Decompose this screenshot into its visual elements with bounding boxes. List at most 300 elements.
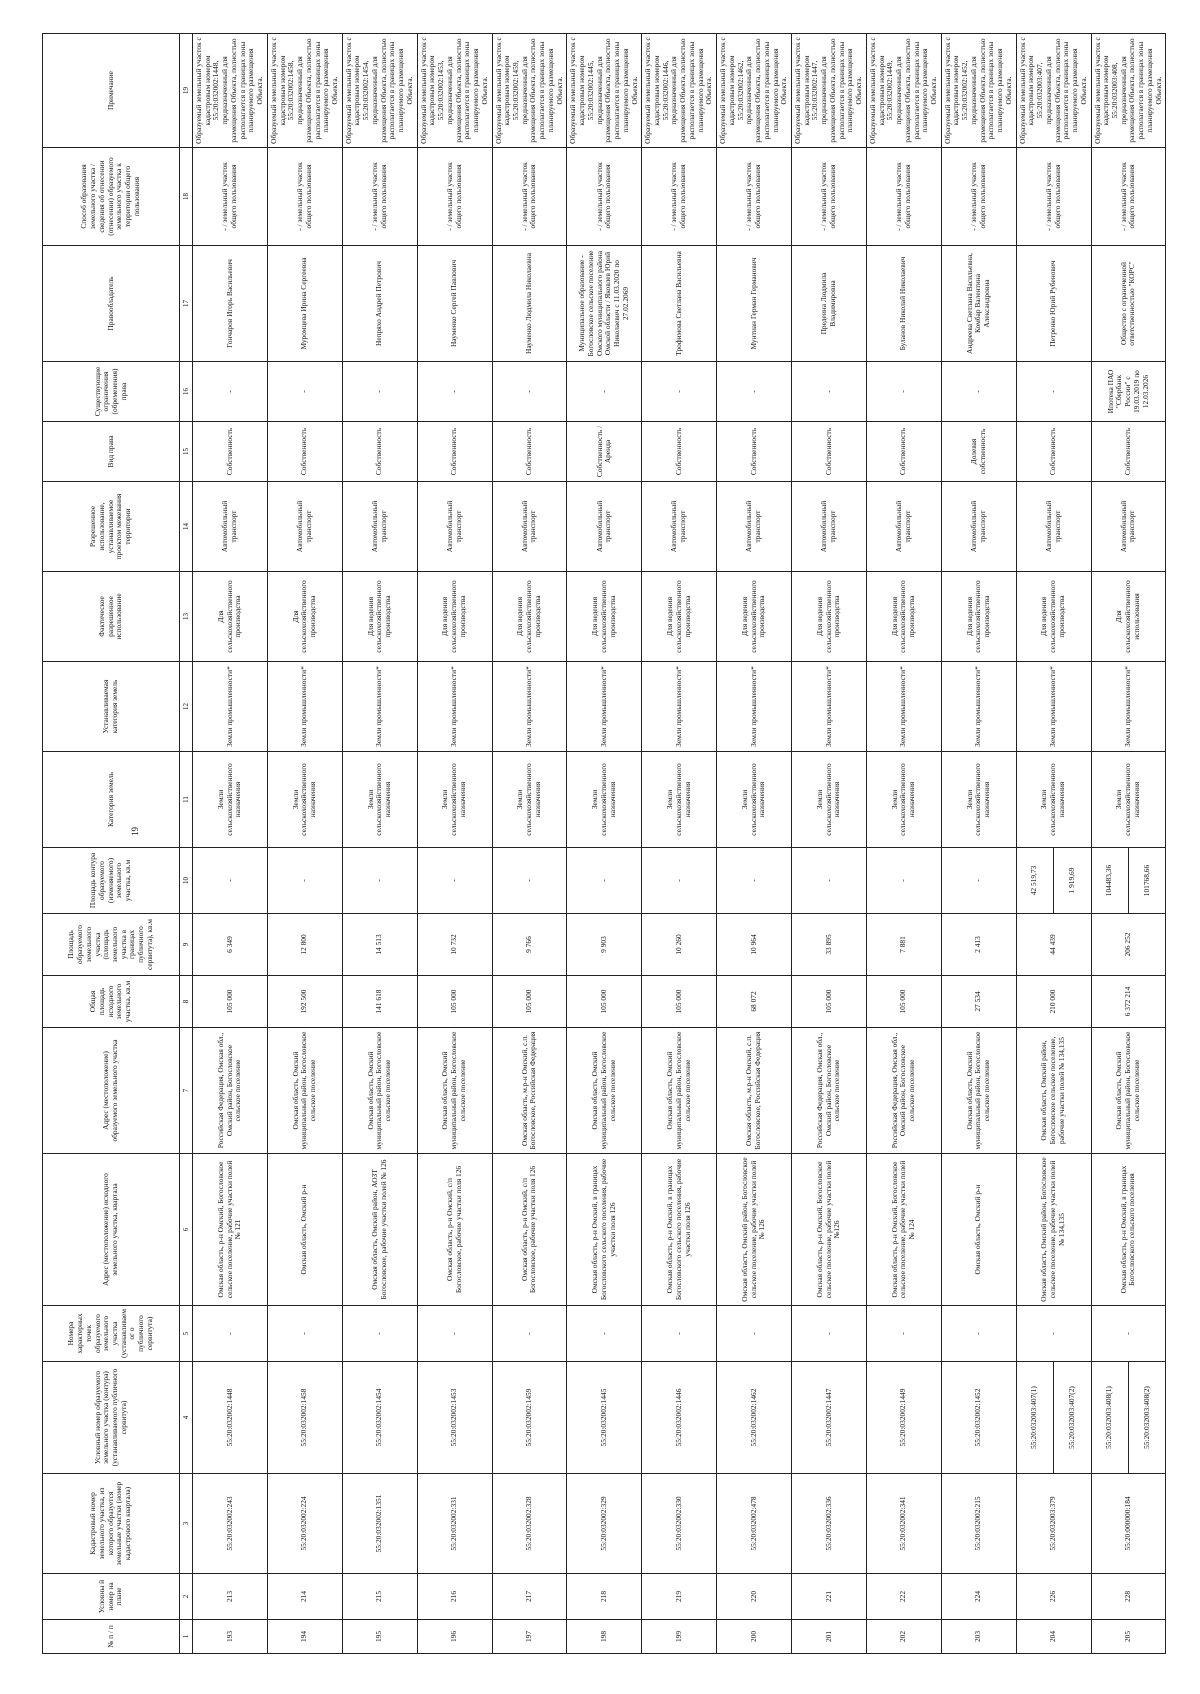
actual-use-cell: Для ведения сельскохозяйственного производства <box>342 572 417 662</box>
plan-number-cell: 224 <box>941 1574 1016 1620</box>
cadastral-number-cell: 55:20:032002:224 <box>267 1474 342 1574</box>
point-numbers-cell: - <box>1091 1306 1166 1362</box>
conditional-number-cell: 55:20:032002:1445 <box>567 1362 642 1474</box>
right-type-cell: Собственность <box>342 422 417 482</box>
restrictions-cell: - <box>717 362 792 422</box>
conditional-number-part: 55:20:032003:407(2) <box>1053 1362 1090 1473</box>
new-area-cell: 10 964 <box>717 914 792 976</box>
header-row <box>43 34 180 1654</box>
owner-cell: Гончаров Игорь Васильевич <box>193 246 268 362</box>
land-category-cell: Земли сельскохозяйственного назначения <box>792 752 867 848</box>
table-body <box>193 34 1166 1654</box>
note-cell: Образуемый земельный участок с кадастровым номером 55:20:032002:1458, предназначенный для размещения Объекта, полностью располагается в границах зоны планируемого размещения Объекта. <box>267 34 342 148</box>
column-header: Фактическое разрешенное использование <box>43 572 180 662</box>
column-header: Устанавливаемая категория земель <box>43 662 180 752</box>
actual-use-cell: Для сельскохозяйственного производства <box>267 572 342 662</box>
table-row <box>342 34 417 1654</box>
planned-use-cell: Автомобильный транспорт <box>866 482 941 572</box>
source-address-cell: Омская область, Омский р-н <box>267 1154 342 1306</box>
new-land-category-cell: Земли промышленности* <box>417 662 492 752</box>
note-cell: Образуемый земельный участок с кадастровым номером 55:20:032002:1446, предназначенный для размещения Объекта, полностью располагается в границах зоны планируемого размещения Объекта. <box>642 34 717 148</box>
conditional-number-part: 55:20:032003:408(1) <box>1104 1386 1114 1449</box>
land-category-cell: Земли сельскохозяйственного назначения <box>567 752 642 848</box>
plan-number-cell: 228 <box>1091 1574 1166 1620</box>
total-area-cell: 210 000 <box>1016 976 1091 1028</box>
land-category-cell: Земли сельскохозяйственного назначения <box>717 752 792 848</box>
column-header: Вид права <box>43 422 180 482</box>
total-area-cell: 105 000 <box>792 976 867 1028</box>
new-address-cell: Омская область, Омский муниципальный район, Богословское сельское поселение <box>941 1028 1016 1154</box>
restrictions-cell: - <box>342 362 417 422</box>
table-row <box>567 34 642 1654</box>
actual-use-cell: Для ведения сельскохозяйственного производства <box>642 572 717 662</box>
column-number: 19 <box>180 34 193 148</box>
owner-cell: Муромцева Ирина Сергеевна <box>267 246 342 362</box>
planned-use-cell: Автомобильный транспорт <box>193 482 268 572</box>
owner-cell: Непряхо Андрей Петрович <box>342 246 417 362</box>
owner-cell: Муниципальное образование - Богословское сельское поселение Омского муниципального района Омской области / Яковлев Юрий Николаевич с 11.03.2020 по 27.02.2069 <box>567 246 642 362</box>
point-numbers-cell: - <box>417 1306 492 1362</box>
table-row <box>417 34 492 1654</box>
contour-area-cell: - <box>941 848 1016 914</box>
point-numbers-cell: - <box>792 1306 867 1362</box>
actual-use-cell: Для ведения сельскохозяйственного производства <box>492 572 567 662</box>
conditional-number-cell: 55:20:032002:1454 <box>342 1362 417 1474</box>
plan-number-cell: 214 <box>267 1574 342 1620</box>
owner-cell: Общество с ограниченной ответственностью "КОРС" <box>1091 246 1166 362</box>
conditional-number-part: 55:20:032003:407(1) <box>1029 1386 1039 1449</box>
cadastral-number-cell: 55:20:032002:331 <box>417 1474 492 1574</box>
actual-use-cell: Для ведения сельскохозяйственного производства <box>717 572 792 662</box>
actual-use-cell: Для сельскохозяйственного производства <box>193 572 268 662</box>
contour-area-cell: - <box>642 848 717 914</box>
page-number: 19 <box>130 827 140 836</box>
column-header: Адрес (местоположение) образуемого земельного участка <box>43 1028 180 1154</box>
total-area-cell: 141 618 <box>342 976 417 1028</box>
new-area-cell: 44 439 <box>1016 914 1091 976</box>
plan-number-cell: 217 <box>492 1574 567 1620</box>
new-address-cell: Омская область, м.р-н Омский, с.п. Богословское, Российская Федерация <box>492 1028 567 1154</box>
formation-method-cell: - / земельный участок общего пользования <box>792 148 867 246</box>
conditional-number-cell: 55:20:032002:1458 <box>267 1362 342 1474</box>
column-number: 3 <box>180 1474 193 1574</box>
contour-area-cell: - <box>567 848 642 914</box>
actual-use-cell: Для ведения сельскохозяйственного производства <box>567 572 642 662</box>
row-number-cell: 200 <box>717 1620 792 1654</box>
column-number: 8 <box>180 976 193 1028</box>
total-area-cell: 192 500 <box>267 976 342 1028</box>
column-number: 6 <box>180 1154 193 1306</box>
cadastral-number-cell: 55:20:032002:341 <box>866 1474 941 1574</box>
point-numbers-cell: - <box>717 1306 792 1362</box>
row-number-cell: 198 <box>567 1620 642 1654</box>
restrictions-cell: - <box>417 362 492 422</box>
note-cell: Образуемый земельный участок с кадастровым номером 55:20:032002:1453, предназначенный для размещения Объекта, полностью располагается в границах зоны планируемого размещения Объекта. <box>417 34 492 148</box>
contour-area-cell: - <box>417 848 492 914</box>
table-row <box>717 34 792 1654</box>
column-number: 10 <box>180 848 193 914</box>
table-row <box>642 34 717 1654</box>
conditional-number-part: 55:20:032003:408(2) <box>1128 1362 1165 1473</box>
land-category-cell: Земли сельскохозяйственного назначения <box>193 752 268 848</box>
column-header: Общая площадь исходного земельного участка, кв.м <box>43 976 180 1028</box>
table-row <box>941 34 1016 1654</box>
new-address-cell: Омская область, Омский район, Богословское сельское поселение, рабочие участки полей № 134,135 <box>1016 1028 1091 1154</box>
right-type-cell: Собственность / Аренда <box>567 422 642 482</box>
plan-number-cell: 219 <box>642 1574 717 1620</box>
source-address-cell: Омская область, Омский район, АОЗТ Богословское, рабочие участки полей № 126 <box>342 1154 417 1306</box>
cadastral-number-cell: 55:20:032002:1351 <box>342 1474 417 1574</box>
row-number-cell: 204 <box>1016 1620 1091 1654</box>
column-header: Площадь контура образуемого (изменяемого) земельного участка, кв.м <box>43 848 180 914</box>
total-area-cell: 105 000 <box>642 976 717 1028</box>
planned-use-cell: Автомобильный транспорт <box>941 482 1016 572</box>
new-area-cell: 9 903 <box>567 914 642 976</box>
column-number-row <box>180 34 193 1654</box>
conditional-number-cell: 55:20:032002:1452 <box>941 1362 1016 1474</box>
new-address-cell: Омская область, Омский муниципальный район, Богословское сельское поселение <box>342 1028 417 1154</box>
formation-method-cell: - / земельный участок общего пользования <box>342 148 417 246</box>
note-cell: Образуемый земельный участок с кадастровым номером 55:20:032002:1445, предназначенный для размещения Объекта, полностью располагается в границах зоны планируемого размещения Объекта. <box>567 34 642 148</box>
new-land-category-cell: Земли промышленности* <box>492 662 567 752</box>
row-number-cell: 201 <box>792 1620 867 1654</box>
table-row <box>267 34 342 1654</box>
column-header: Способ образования земельного участка / сведения об отнесении (отнесении) образуемого земельного участка к территории общего пользования <box>43 148 180 246</box>
new-land-category-cell: Земли промышленности* <box>1091 662 1166 752</box>
row-number-cell: 196 <box>417 1620 492 1654</box>
formation-method-cell: - / земельный участок общего пользования <box>193 148 268 246</box>
note-cell: Образуемый земельный участок с кадастровым номером 55:20:032002:1454, предназначенный для размещения Объекта, полностью располагается в границах зоны планируемого размещения Объекта. <box>342 34 417 148</box>
source-address-cell: Омская область, р-н Омский, Богословское сельское поселение, рабочие участки полей № 121 <box>193 1154 268 1306</box>
conditional-number-cell: 55:20:032002:1449 <box>866 1362 941 1474</box>
planned-use-cell: Автомобильный транспорт <box>567 482 642 572</box>
owner-cell: Андреева Светлана Васильевна, Комбар Валентина Александровна <box>941 246 1016 362</box>
actual-use-cell: Для ведения сельскохозяйственного производства <box>792 572 867 662</box>
restrictions-cell: - <box>492 362 567 422</box>
column-number: 7 <box>180 1028 193 1154</box>
column-number: 15 <box>180 422 193 482</box>
formation-method-cell: - / земельный участок общего пользования <box>1016 148 1091 246</box>
new-land-category-cell: Земли промышленности* <box>792 662 867 752</box>
source-address-cell: Омская область, р-н Омский, в границах Богословского сельского поселения, рабочие участки поля 126 <box>642 1154 717 1306</box>
planned-use-cell: Автомобильный транспорт <box>417 482 492 572</box>
column-header: Кадастровый номер земельного участка, из которого образуется земельные участки (номер кадастрового квартала) <box>43 1474 180 1574</box>
restrictions-cell: - <box>866 362 941 422</box>
total-area-cell: 105 000 <box>193 976 268 1028</box>
note-cell: Образуемый земельный участок с кадастровым номером 55:20:032002:1452, предназначенный для размещения Объекта, полностью располагается в границах зоны планируемого размещения Объекта. <box>941 34 1016 148</box>
plan-number-cell: 216 <box>417 1574 492 1620</box>
source-address-cell: Омская область, Омский р-н <box>941 1154 1016 1306</box>
column-header: Существующие ограничения (обременения) права <box>43 362 180 422</box>
restrictions-cell: - <box>941 362 1016 422</box>
source-address-cell: Омская область, Омский район, Богословское сельское поселение, рабочие участки полей № 126 <box>717 1154 792 1306</box>
formation-method-cell: - / земельный участок общего пользования <box>717 148 792 246</box>
row-number-cell: 194 <box>267 1620 342 1654</box>
land-category-cell: Земли сельскохозяйственного назначения <box>866 752 941 848</box>
contour-area-cell: - <box>792 848 867 914</box>
column-header: Площадь образуемого земельного участка (площадь земельного участка в границах публичного сервитута), кв.м <box>43 914 180 976</box>
right-type-cell: Собственность <box>642 422 717 482</box>
note-cell: Образуемый земельный участок с кадастровым номером 55:20:032002:1459, предназначенный для размещения Объекта, полностью располагается в границах зоны планируемого размещения Объекта. <box>492 34 567 148</box>
column-number: 12 <box>180 662 193 752</box>
planned-use-cell: Автомобильный транспорт <box>1016 482 1091 572</box>
restrictions-cell: - <box>792 362 867 422</box>
owner-cell: Трофимова Светлана Васильевна <box>642 246 717 362</box>
new-address-cell: Российская Федерация, Омская обл., Омский район, Богословское сельское поселение <box>792 1028 867 1154</box>
note-cell: Образуемый земельный участок с кадастровым номером 55:20:032003:408, предназначенный для размещения Объекта, полностью располагается в границах зоны планируемого размещения Объекта. <box>1091 34 1166 148</box>
planned-use-cell: Автомобильный транспорт <box>717 482 792 572</box>
column-header: Примечание <box>43 34 180 148</box>
total-area-cell: 105 000 <box>866 976 941 1028</box>
column-header: Категория земель <box>43 752 180 848</box>
column-number: 5 <box>180 1306 193 1362</box>
land-category-cell: Земли сельскохозяйственного назначения <box>267 752 342 848</box>
point-numbers-cell: - <box>642 1306 717 1362</box>
contour-area-cell: - <box>342 848 417 914</box>
column-number: 9 <box>180 914 193 976</box>
cadastral-number-cell: 55:20:000000:184 <box>1091 1474 1166 1574</box>
total-area-cell: 105 000 <box>492 976 567 1028</box>
contour-area-part: 101768,66 <box>1128 848 1165 913</box>
restrictions-cell: - <box>567 362 642 422</box>
restrictions-cell: - <box>267 362 342 422</box>
plan-number-cell: 213 <box>193 1574 268 1620</box>
conditional-number-cell <box>1091 1362 1166 1474</box>
formation-method-cell: - / земельный участок общего пользования <box>417 148 492 246</box>
total-area-cell: 105 000 <box>567 976 642 1028</box>
new-address-cell: Омская область, Омский муниципальный район, Богословское сельское поселение <box>417 1028 492 1154</box>
owner-cell: Предеина Людмила Владимировна <box>792 246 867 362</box>
formation-method-cell: - / земельный участок общего пользования <box>866 148 941 246</box>
new-area-cell: 7 881 <box>866 914 941 976</box>
table-row <box>792 34 867 1654</box>
point-numbers-cell: - <box>941 1306 1016 1362</box>
right-type-cell: Собственность <box>1016 422 1091 482</box>
planned-use-cell: Автомобильный транспорт <box>792 482 867 572</box>
table-row <box>1091 34 1166 1654</box>
new-address-cell: Российская Федерация, Омская обл., Омский район, Богословское сельское поселение <box>193 1028 268 1154</box>
planned-use-cell: Автомобильный транспорт <box>342 482 417 572</box>
column-number: 1 <box>180 1620 193 1654</box>
new-land-category-cell: Земли промышленности* <box>717 662 792 752</box>
right-type-cell: Собственность <box>717 422 792 482</box>
table-row <box>866 34 941 1654</box>
right-type-cell: Собственность <box>866 422 941 482</box>
right-type-cell: Собственность <box>417 422 492 482</box>
row-number-cell: 197 <box>492 1620 567 1654</box>
row-number-cell: 203 <box>941 1620 1016 1654</box>
new-land-category-cell: Земли промышленности* <box>267 662 342 752</box>
cadastral-number-cell: 55:20:032003:379 <box>1016 1474 1091 1574</box>
right-type-cell: Собственность <box>267 422 342 482</box>
total-area-cell: 68 072 <box>717 976 792 1028</box>
cadastral-number-cell: 55:20:032002:336 <box>792 1474 867 1574</box>
land-category-cell: Земли сельскохозяйственного назначения <box>342 752 417 848</box>
point-numbers-cell: - <box>1016 1306 1091 1362</box>
row-number-cell: 199 <box>642 1620 717 1654</box>
column-number: 4 <box>180 1362 193 1474</box>
point-numbers-cell: - <box>267 1306 342 1362</box>
column-number: 17 <box>180 246 193 362</box>
restrictions-cell: - <box>193 362 268 422</box>
conditional-number-cell: 55:20:032002:1453 <box>417 1362 492 1474</box>
column-number: 16 <box>180 362 193 422</box>
new-land-category-cell: Земли промышленности* <box>342 662 417 752</box>
land-plots-table <box>42 33 1166 1654</box>
source-address-cell: Омская область, Омский район, Богословское сельское поселение, рабочие участки полей № 134,135 <box>1016 1154 1091 1306</box>
new-address-cell: Российская Федерация, Омская обл., Омский район, Богословское сельское поселение <box>866 1028 941 1154</box>
owner-cell: Петренко Юрий Рубенович <box>1016 246 1091 362</box>
cadastral-number-cell: 55:20:032002:478 <box>717 1474 792 1574</box>
contour-area-cell: - <box>492 848 567 914</box>
note-cell: Образуемый земельный участок с кадастровым номером 55:20:032003:407, предназначенный для размещения Объекта, полностью располагается в границах зоны планируемого размещения Объекта. <box>1016 34 1091 148</box>
land-category-cell: Земли сельскохозяйственного назначения <box>1091 752 1166 848</box>
note-cell: Образуемый земельный участок с кадастровым номером 55:20:032002:1448, предназначенный для размещения Объекта, полностью располагается в границах зоны планируемого размещения Объекта. <box>193 34 268 148</box>
actual-use-cell: Для ведения сельскохозяйственного производства <box>941 572 1016 662</box>
new-area-cell: 206 252 <box>1091 914 1166 976</box>
row-number-cell: 205 <box>1091 1620 1166 1654</box>
column-header: Правообладатель <box>43 246 180 362</box>
new-land-category-cell: Земли промышленности* <box>193 662 268 752</box>
plan-number-cell: 220 <box>717 1574 792 1620</box>
actual-use-cell: Для ведения сельскохозяйственного производства <box>417 572 492 662</box>
point-numbers-cell: - <box>567 1306 642 1362</box>
table-row <box>193 34 268 1654</box>
right-type-cell: Долевая собственность <box>941 422 1016 482</box>
plan-number-cell: 221 <box>792 1574 867 1620</box>
land-category-cell: Земли сельскохозяйственного назначения <box>492 752 567 848</box>
planned-use-cell: Автомобильный транспорт <box>642 482 717 572</box>
row-number-cell: 202 <box>866 1620 941 1654</box>
conditional-number-cell: 55:20:032002:1459 <box>492 1362 567 1474</box>
right-type-cell: Собственность <box>1091 422 1166 482</box>
rotated-page <box>42 34 1163 1654</box>
column-number: 18 <box>180 148 193 246</box>
total-area-cell: 27 534 <box>941 976 1016 1028</box>
new-address-cell: Омская область, Омский муниципальный район, Богословское сельское поселение <box>642 1028 717 1154</box>
point-numbers-cell: - <box>492 1306 567 1362</box>
formation-method-cell: - / земельный участок общего пользования <box>567 148 642 246</box>
plan-number-cell: 218 <box>567 1574 642 1620</box>
new-land-category-cell: Земли промышленности* <box>642 662 717 752</box>
planned-use-cell: Автомобильный транспорт <box>267 482 342 572</box>
column-header: Адрес (местоположение) исходного земельного участка, квартала <box>43 1154 180 1306</box>
land-category-cell: Земли сельскохозяйственного назначения <box>417 752 492 848</box>
column-number: 2 <box>180 1574 193 1620</box>
contour-area-part: 1 919,69 <box>1053 848 1090 913</box>
land-category-cell: Земли сельскохозяйственного назначения <box>642 752 717 848</box>
contour-area-cell: - <box>717 848 792 914</box>
source-address-cell: Омская область, р-н Омский, с/п Богословское, рабочие участки поля 126 <box>417 1154 492 1306</box>
conditional-number-cell: 55:20:032002:1462 <box>717 1362 792 1474</box>
restrictions-cell: - <box>642 362 717 422</box>
contour-area-cell: - <box>267 848 342 914</box>
right-type-cell: Собственность <box>193 422 268 482</box>
formation-method-cell: - / земельный участок общего пользования <box>642 148 717 246</box>
right-type-cell: Собственность <box>792 422 867 482</box>
new-area-cell: 2 413 <box>941 914 1016 976</box>
point-numbers-cell: - <box>193 1306 268 1362</box>
column-number: 14 <box>180 482 193 572</box>
plan-number-cell: 226 <box>1016 1574 1091 1620</box>
source-address-cell: Омская область, р-н Омский, Богословское сельское поселение, рабочие участки полей № 124 <box>866 1154 941 1306</box>
cadastral-number-cell: 55:20:032002:329 <box>567 1474 642 1574</box>
table-row <box>492 34 567 1654</box>
column-header: Условны й номер на плане <box>43 1574 180 1620</box>
plan-number-cell: 215 <box>342 1574 417 1620</box>
right-type-cell: Собственность <box>492 422 567 482</box>
new-area-cell: 6 349 <box>193 914 268 976</box>
formation-method-cell: - / земельный участок общего пользования <box>267 148 342 246</box>
source-address-cell: Омская область, р-н Омский, в границах Богословского сельского поселения <box>1091 1154 1166 1306</box>
note-cell: Образуемый земельный участок с кадастровым номером 55:20:032002:1462, предназначенный для размещения Объекта, полностью располагается в границах зоны планируемого размещения Объекта. <box>717 34 792 148</box>
restrictions-cell: Ипотека ПАО "Сбербанк России" с 19.03.2019 по 12.03.2026 <box>1091 362 1166 422</box>
source-address-cell: Омская область, р-н Омский, в границах Богословского сельского поселения, рабочие участки поля 126 <box>567 1154 642 1306</box>
conditional-number-cell <box>1016 1362 1091 1474</box>
new-area-cell: 33 895 <box>792 914 867 976</box>
column-number: 13 <box>180 572 193 662</box>
formation-method-cell: - / земельный участок общего пользования <box>1091 148 1166 246</box>
new-land-category-cell: Земли промышленности* <box>1016 662 1091 752</box>
contour-area-cell: - <box>193 848 268 914</box>
source-address-cell: Омская область, р-н Омский, Богословское сельское поселение, рабочие участки полей №126 <box>792 1154 867 1306</box>
source-address-cell: Омская область, р-н Омский, с/п Богословское, рабочие участки поля 126 <box>492 1154 567 1306</box>
column-header: Номера характерных точек образуемого земельного участка (устанавливаемог о публичного сервитута) <box>43 1306 180 1362</box>
point-numbers-cell: - <box>342 1306 417 1362</box>
conditional-number-cell: 55:20:032002:1448 <box>193 1362 268 1474</box>
formation-method-cell: - / земельный участок общего пользования <box>492 148 567 246</box>
conditional-number-cell: 55:20:032002:1446 <box>642 1362 717 1474</box>
planned-use-cell: Автомобильный транспорт <box>492 482 567 572</box>
actual-use-cell: Для сельскохозяйственного использования <box>1091 572 1166 662</box>
planned-use-cell: Автомобильный транспорт <box>1091 482 1166 572</box>
contour-area-cell <box>1016 848 1091 914</box>
conditional-number-cell: 55:20:032002:1447 <box>792 1362 867 1474</box>
cadastral-number-cell: 55:20:032002:328 <box>492 1474 567 1574</box>
cadastral-number-cell: 55:20:032002:243 <box>193 1474 268 1574</box>
cadastral-number-cell: 55:20:032002:215 <box>941 1474 1016 1574</box>
owner-cell: Науменко Сергей Павлович <box>417 246 492 362</box>
column-header: Разрешенное использование, устанавливаемое проектом межевания территории <box>43 482 180 572</box>
land-category-cell: Земли сельскохозяйственного назначения <box>941 752 1016 848</box>
new-address-cell: Омская область, Омский муниципальный район, Богословское сельское поселение <box>1091 1028 1166 1154</box>
new-address-cell: Омская область, Омский муниципальный район, Богословское сельское поселение <box>567 1028 642 1154</box>
plan-number-cell: 222 <box>866 1574 941 1620</box>
new-land-category-cell: Земли промышленности* <box>866 662 941 752</box>
column-header: № п / п <box>43 1620 180 1654</box>
new-area-cell: 9 766 <box>492 914 567 976</box>
new-land-category-cell: Земли промышленности* <box>941 662 1016 752</box>
row-number-cell: 195 <box>342 1620 417 1654</box>
new-area-cell: 10 732 <box>417 914 492 976</box>
total-area-cell: 6 372 214 <box>1091 976 1166 1028</box>
note-cell: Образуемый земельный участок с кадастровым номером 55:20:032002:1447, предназначенный для размещения Объекта, полностью располагается в границах зоны планируемого размещения Объекта. <box>792 34 867 148</box>
actual-use-cell: Для ведения сельскохозяйственного производства <box>1016 572 1091 662</box>
row-number-cell: 193 <box>193 1620 268 1654</box>
owner-cell: Мунтиан Герман Германович <box>717 246 792 362</box>
new-area-cell: 14 513 <box>342 914 417 976</box>
new-address-cell: Омская область, Омский муниципальный район, Богословское сельское поселение <box>267 1028 342 1154</box>
land-category-cell: Земли сельскохозяйственного назначения <box>1016 752 1091 848</box>
actual-use-cell: Для ведения сельскохозяйственного производства <box>866 572 941 662</box>
new-area-cell: 12 800 <box>267 914 342 976</box>
column-header: Условный номер образуемого земельного участка (контура) (устанавливаемого публичного сервитута) <box>43 1362 180 1474</box>
owner-cell: Буланов Николай Николаевич <box>866 246 941 362</box>
total-area-cell: 105 000 <box>417 976 492 1028</box>
point-numbers-cell: - <box>866 1306 941 1362</box>
table-row <box>1016 34 1091 1654</box>
cadastral-number-cell: 55:20:032002:330 <box>642 1474 717 1574</box>
